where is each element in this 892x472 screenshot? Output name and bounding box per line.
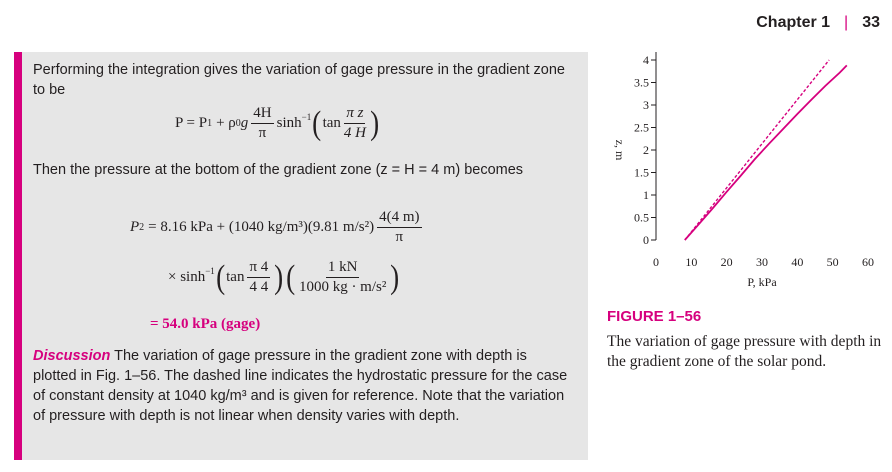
eq3-sup: −1 xyxy=(205,266,215,276)
y-tick-label: 0.5 xyxy=(634,210,649,225)
eq1-sub0: 0 xyxy=(235,118,241,129)
eq1-g: g xyxy=(240,115,249,131)
eq2-sub: 2 xyxy=(139,222,145,233)
eq1-tan-fraction xyxy=(344,106,366,141)
then-paragraph: Then the pressure at the bottom of the gradient zone (z = H = 4 m) becomes xyxy=(33,162,524,178)
eq1-sup: −1 xyxy=(301,112,312,122)
figure-label: FIGURE 1–56 xyxy=(607,308,702,325)
chart-xlabel: P, kPa xyxy=(747,275,777,289)
x-tick-label: 50 xyxy=(826,255,839,269)
x-tick-label: 20 xyxy=(720,255,733,269)
eq3-tan-fraction xyxy=(247,260,270,295)
page-number: 33 xyxy=(862,14,880,31)
result-value: = 54.0 kPa (gage) xyxy=(150,316,261,332)
eq3-unit-den: 1000 kg · m/s² xyxy=(298,279,387,295)
box-accent-bar xyxy=(14,52,22,460)
eq3-unit-num: 1 kN xyxy=(326,260,360,278)
intro-paragraph: Performing the integration gives the variation of gage pressure in the gradient zone to be xyxy=(33,62,565,98)
eq1-sub1: 1 xyxy=(207,118,213,129)
eq1-tan: tan xyxy=(322,115,341,131)
y-tick-label: 3 xyxy=(643,98,649,112)
x-tick-label: 10 xyxy=(685,255,698,269)
eq1-frac-den: π xyxy=(258,125,267,141)
eq2-frac-den: π xyxy=(395,229,404,245)
eq3-times-sinh: × sinh xyxy=(168,269,206,285)
y-tick-label: 3.5 xyxy=(634,75,649,90)
discussion-body: The variation of gage pressure in the gradient zone with depth is plotted in Fig. 1–56. The dashed line indicates the hydrostatic pressure for the case of constant density at 1040 kg/m³ and is given for reference. Note that the variation of pressure with depth is not linear when density varies with depth. xyxy=(33,348,568,424)
y-tick-label: 2 xyxy=(643,143,649,157)
header-separator: | xyxy=(844,14,849,31)
figure-caption: The variation of gage pressure with depth in the gradient zone of the solar pond. xyxy=(607,333,882,370)
eq3-unit-paren-right: ) xyxy=(390,258,400,296)
chart-ylabel: z, m xyxy=(613,139,627,161)
eq2-fraction xyxy=(377,210,421,245)
eq3-tan-num: π 4 xyxy=(247,260,270,278)
eq3-paren-left: ( xyxy=(215,258,225,296)
equation-continuation xyxy=(168,260,401,295)
series-gradient-zone xyxy=(685,65,847,240)
eq3-tan-den: 4 4 xyxy=(249,279,269,295)
eq1-lhs: P = P xyxy=(175,115,208,131)
x-tick-label: 60 xyxy=(862,255,874,269)
eq3-paren-right: ) xyxy=(274,258,284,296)
y-tick-label: 1.5 xyxy=(634,165,649,180)
y-tick-label: 0 xyxy=(643,233,649,247)
eq3-unit-fraction xyxy=(299,260,386,295)
equation-pressure-variation xyxy=(175,106,380,141)
eq1-tan-num: π z xyxy=(344,106,365,124)
y-tick-label: 4 xyxy=(643,53,649,67)
discussion-label: Discussion xyxy=(33,348,111,364)
x-tick-label: 40 xyxy=(791,255,804,269)
eq3-tan: tan xyxy=(226,269,245,285)
eq2-frac-num: 4(4 m) xyxy=(377,210,421,228)
pressure-depth-chart xyxy=(592,40,892,300)
eq2-rhs: = 8.16 kPa + (1040 kg/m³)(9.81 m/s²) xyxy=(148,219,375,235)
eq1-tan-den: 4 H xyxy=(343,125,366,141)
x-tick-label: 30 xyxy=(756,255,768,269)
discussion-paragraph xyxy=(33,346,573,426)
x-tick-label: 0 xyxy=(653,255,659,269)
chart-series xyxy=(685,60,847,240)
eq1-sinh: sinh xyxy=(276,115,302,131)
eq1-paren-right: ) xyxy=(370,104,380,142)
eq1-frac-num: 4H xyxy=(251,106,273,124)
y-tick-label: 2.5 xyxy=(634,120,649,135)
series-hydrostatic-dashed xyxy=(685,60,829,240)
eq1-plus-rho: + ρ xyxy=(216,115,236,131)
y-tick-label: 1 xyxy=(643,188,649,202)
page-header xyxy=(756,14,880,32)
chapter-title: Chapter 1 xyxy=(756,14,831,31)
eq1-fraction xyxy=(251,106,273,141)
eq3-unit-paren-left: ( xyxy=(285,258,295,296)
eq1-paren-left: ( xyxy=(312,104,322,142)
eq2-lhs: P xyxy=(130,219,140,235)
equation-bottom-pressure xyxy=(130,210,425,245)
